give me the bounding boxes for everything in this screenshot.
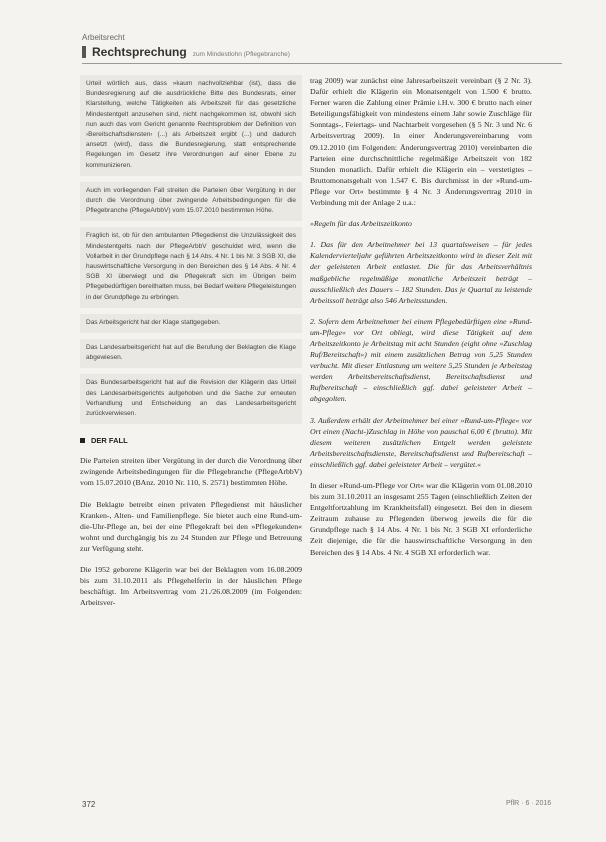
- guide-paragraph: Auch im vorliegenden Fall streiten die Parteien über Vergütung in der durch die Verordnung über zwingende Arbeitsbedingungen für die Pflegebranche (PflegeArbbV) vom 15.07.2010 bestimmten Höhe.: [86, 186, 296, 215]
- body-paragraph: Die Beklagte betreibt einen privaten Pflegedienst mit häuslicher Kranken-, Alten- und Familienpflege. Sie bietet auch eine Rund-um-die-Uhr-Pflege an, bei der eine Pflegekraft bei den »Pflegekunden« wohnt und durchgängig bis zu 24 Stunden zur Pflege und Betreuung zur Verfügung steht.: [80, 499, 302, 553]
- section-heading-text: DER FALL: [91, 436, 128, 446]
- section-heading: [80, 436, 302, 445]
- body-paragraph: Die 1952 geborene Klägerin war bei der Beklagten vom 16.08.2009 bis zum 31.10.2011 als Pflegehelferin in der häuslichen Pflege beschäftigt. Im Arbeitsvertrag vom 21./26.08.2009 (im Folgenden: Arbeitsver-: [80, 565, 302, 608]
- page-number: 372: [82, 800, 96, 809]
- running-header: [82, 45, 562, 59]
- guide-box: [80, 339, 302, 368]
- guide-paragraph: Das Bundesarbeitsgericht hat auf die Revision der Klägerin das Urteil des Landesarbeitsgerichts aufgehoben und die Sache zur erneuten Verhandlung und Entscheidung an das Landesarbeitsgericht zurückverwiesen.: [86, 379, 296, 418]
- body-paragraph: trag 2009) war zunächst eine Jahresarbeitszeit vereinbart (§ 2 Nr. 3). Dafür erhielt die Klägerin ein Monatsentgelt von 1.500 € brutto. Ferner waren die Zahlung einer Prämie i.H.v. 300 € brutto nach einer Beteiligungsfähigkeit von mindestens einem Jahr sowie Zuschläge für Sonntags-, Feiertags- und Nachtarbeit vorgesehen (§ 5 Nr. 3 und Nr. 6 Arbeitsvertrag 2009). In einer Änderungsvereinbarung vom 09.12.2010 (im Folgenden: Änderungsvertrag 2010) vereinbarten die Parteien eine durchschnittliche regelmäßige Arbeitszeit von 182 Stunden monatlich. Dafür erhielt die Klägerin ein – verstetigtes – Bruttomonatsgehalt von 1.547 €. Bis durchmisst in der »Rund-um-Pflege vor Ort« bestimmte § 4 Nr. 3 Änderungsvertrag 2010 in Verbindung mit der Anlage 2 u.a.:: [310, 76, 532, 208]
- header-bar: [82, 46, 86, 58]
- quote-paragraph: 1. Das für den Arbeitnehmer bei 13 quartalsweisen – für jedes Kalendervierteljahr geführten Arbeitszeitkonto wird in dieser Zeit mit der geleisteten Arbeit entlastet. Die für das Arbeitsverhältnis maßgebliche regelmäßige monatliche Arbeitszeit beträgt – ausschließlich des Dauers – 182 Stunden. Das je Quartal zu leistende Arbeitssoll beträgt also 546 Arbeitsstunden.: [310, 240, 532, 305]
- quote-title: »Regeln für das Arbeitszeitkonto: [310, 219, 412, 229]
- guide-paragraph: Das Arbeitsgericht hat der Klage stattgegeben.: [86, 318, 221, 326]
- left-body: [80, 455, 302, 608]
- guide-box: [80, 314, 302, 333]
- guide-box: [80, 75, 302, 176]
- square-bullet-icon: [80, 438, 85, 443]
- guide-paragraph: Das Landesarbeitsgericht hat auf die Berufung der Beklagten die Klage abgewiesen.: [86, 344, 296, 362]
- body-paragraph: In dieser »Rund-um-Pflege vor Ort« war die Klägerin vom 01.08.2010 bis zum 31.10.2011 an insgesamt 255 Tagen (einschließlich Zeiten der Entgeltfortzahlung im Krankheitsfall) eingesetzt. Bei den in diesem Zeitraum zuhause zu Pflegenden überwog jeweils die für die Grundpflege nach § 14 Abs. 4 Nr. 1 bis Nr. 3 SGB XI erforderliche Zeit diejenige, die für die hauswirtschaftliche Versorgung in den Bereichen des § 14 Abs. 4 Nr. 4 SGB XI erforderlich war.: [310, 481, 532, 557]
- guide-box: [80, 227, 302, 307]
- section-label: Arbeitsrecht: [82, 33, 125, 42]
- right-column: [310, 75, 532, 568]
- quote-paragraph: 3. Außerdem erhält der Arbeitnehmer bei einer »Rund-um-Pflege« vor Ort einen (Nacht-)Zuschlag in Höhe von pauschal 6,00 € (brutto). Mit diesem weiteren zusätzlichen Entgelt werden geleistete Arbeitsbereitschaftsdienste, Bereitschaftsdienst und Rufbereitschaft – einschließlich ggf. dabei geleisteter Arbeit – vergütet.«: [310, 415, 532, 469]
- header-title: Rechtsprechung: [92, 45, 187, 59]
- header-rule: [82, 63, 562, 64]
- left-column: [80, 75, 302, 618]
- guide-paragraph: Fraglich ist, ob für den ambulanten Pflegedienst die Unzulässigkeit des Mindestentgelts nach der PflegeArbbV geschuldet wird, wenn die Vollarbeit in der Grundpflege nach § 14 Abs. 4 Nr. 1 bis Nr. 3 SGB XI, die hauswirtschaftliche Versorgung in den Bereichen des § 14 Abs. 4 Nr. 4 SGB XI überwiegt und die Pflegekraft sich im Übrigen beim Pflegebedürftigen bereithalten muss, bei Bedarf weitere Pflegeleistungen in der Grundpflege zu erbringen.: [86, 232, 296, 301]
- body-paragraph: Die Parteien streiten über Vergütung in der durch die Verordnung über zwingende Arbeitsbedingungen für die Pflegebranche (PflegeArbbV) vom 15.07.2010 (BAnz. 2010 Nr. 110, S. 2571) bestimmten Höhe.: [80, 456, 302, 488]
- quote-paragraph: 2. Sofern dem Arbeitnehmer bei einem Pflegebedürftigen eine »Rund-um-Pflege« vor Ort obliegt, wird diese Tätigkeit auf dem Arbeitszeitkonto je Arbeitstag mit acht Stunden (eight ohne »Zuschlag Ruf/Bereitschaft«) mit einem zusätzlichen Betrag von 5,25 Stunden verbucht. Mit dieser Entlastung um weitere 5,25 Stunden je Arbeitstag werden Arbeitsbereitschaftsdienst, Bereitschaftsdienst und Rufbereitschaft – einschließlich ggf. dabei geleisteter Arbeit – abgegolten.: [310, 316, 532, 404]
- guide-paragraph: Urteil wörtlich aus, dass »kaum nachvollziehbar (ist), dass die Bundesregierung auf die ausdrückliche Bitte des Bundesrats, einer Klarstellung, welche Tätigkeiten als Arbeitszeit für das gesetzliche Mindestentgelt anzusehen sind, nicht nachgekommen ist, obwohl sich nun auch das vom Gericht genannte Rechtsproblem der Definition von ›Bereitschaftsdiensten‹ (...) als Arbeitszeit ergibt (...) und dadurch ansetzt (wird), dass die Bundesregierung, statt entsprechende Regelungen im Gesetz ihre Verordnungen auf einer Ebene zu kommunizieren.: [86, 80, 296, 169]
- guide-box: [80, 182, 302, 222]
- header-subtitle: zum Mindestlohn (Pflegebranche): [192, 51, 290, 58]
- guide-box: [80, 374, 302, 424]
- journal-reference: PflR · 6 · 2016: [506, 800, 552, 807]
